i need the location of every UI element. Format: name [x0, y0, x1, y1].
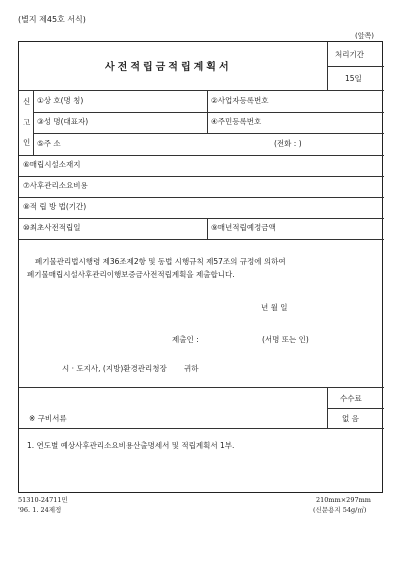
- fee-label: 수수료: [340, 394, 362, 403]
- form-title: 사전적립금적립계획서: [105, 62, 232, 73]
- applicant-side-label: 고: [23, 118, 31, 127]
- form-code: 51310-24711민: [18, 496, 68, 504]
- section-divider: [19, 387, 384, 388]
- first-accumulation-date-label: ⑩최초사전적립일: [23, 223, 81, 232]
- annual-accumulation-amount-label: ⑨매년적립예정금액: [211, 223, 276, 232]
- period-divider: [327, 66, 384, 67]
- address-label: ⑤주 소: [37, 139, 61, 148]
- period-column-line: [327, 42, 328, 90]
- applicant-side-label: 인: [23, 138, 31, 147]
- row-divider: [33, 112, 384, 113]
- accumulation-middle-line: [207, 218, 208, 239]
- page-side-label: (앞쪽): [355, 32, 374, 40]
- landfill-location-label: ⑥매립시설소재지: [23, 160, 81, 169]
- form-frame: [18, 41, 383, 493]
- title-divider: [19, 90, 384, 91]
- fee-divider: [327, 408, 384, 409]
- processing-period-value: 15일: [345, 74, 362, 83]
- documents-divider: [19, 428, 384, 429]
- document-item-1: 1. 연도별 예상사후관리소요비용산출명세서 및 적립계획서 1부.: [27, 441, 235, 450]
- signature-label: (서명 또는 인): [262, 335, 309, 344]
- statement-line-2: 폐기물매립시설사후관리이행보증금사전적립계획을 제출합니다.: [27, 270, 235, 279]
- name-label: ③성 명(대표자): [37, 117, 89, 126]
- processing-period-label: 처리기간: [335, 50, 364, 59]
- accumulation-method-label: ⑧적 립 방 법(기간): [23, 202, 87, 211]
- documents-label: ※ 구비서류: [29, 414, 67, 423]
- row-divider: [19, 197, 384, 198]
- form-enact-date: '96. 1. 24제정: [18, 506, 62, 514]
- statement-line-1: 폐기물관리법시행령 제36조제2항 및 동법 시행규칙 제57조의 규정에 의하여: [35, 257, 286, 266]
- applicant-side-label: 신: [23, 97, 31, 106]
- recipient-suffix: 귀하: [184, 364, 199, 373]
- resident-reg-no-label: ④주민등록번호: [211, 117, 262, 126]
- phone-label: (전화 : ): [274, 139, 302, 148]
- row-divider: [19, 218, 384, 219]
- paper-size: 210mm×297mm: [316, 496, 371, 504]
- trade-name-label: ①상 호(명 칭): [37, 96, 84, 105]
- applicant-column-line: [33, 90, 34, 155]
- submission-date: 년 월 일: [261, 303, 288, 312]
- row-divider: [19, 176, 384, 177]
- fee-value: 없 음: [342, 414, 359, 423]
- recipient: 시 · 도지사, (지방)환경관리청장: [62, 364, 167, 373]
- business-reg-no-label: ②사업자등록번호: [211, 96, 269, 105]
- paper-type: (신문용지 54g/㎡): [313, 506, 367, 514]
- applicant-middle-line: [207, 90, 208, 133]
- row-divider: [19, 155, 384, 156]
- post-management-cost-label: ⑦사후관리소요비용: [23, 181, 88, 190]
- fee-column-line: [327, 387, 328, 428]
- submitter-label: 제출인 :: [172, 335, 199, 344]
- form-number: (별지 제45호 서식): [18, 15, 86, 24]
- row-divider: [33, 133, 384, 134]
- row-divider: [19, 239, 384, 240]
